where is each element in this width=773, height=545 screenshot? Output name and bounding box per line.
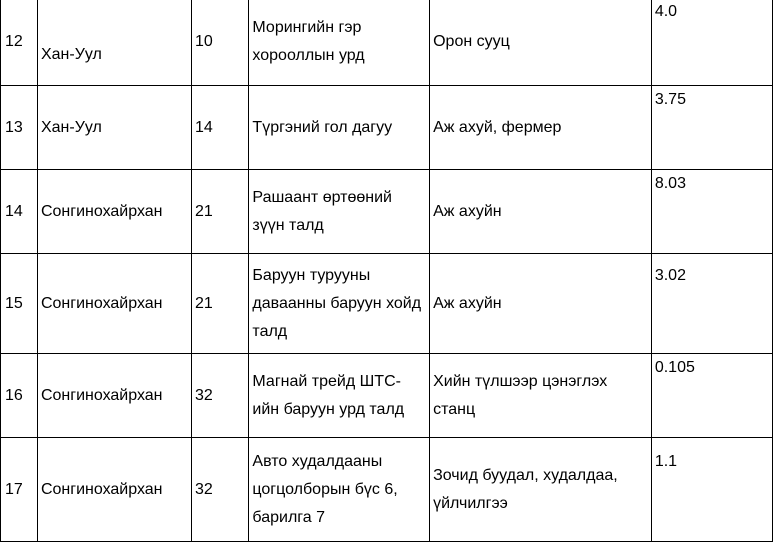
khoroo-cell: 10 xyxy=(191,0,248,86)
table-row xyxy=(1,0,773,86)
location-cell: Баруун турууны даваанны баруун хойд талд xyxy=(249,254,430,354)
khoroo-cell: 32 xyxy=(191,438,248,542)
row-number: 17 xyxy=(1,438,38,542)
khoroo-cell: 21 xyxy=(191,254,248,354)
district-cell: Хан-Уул xyxy=(37,86,191,170)
purpose-cell: Зочид буудал, худалдаа, үйлчилгээ xyxy=(430,438,652,542)
area-value-cell: 3.75 xyxy=(651,86,772,170)
location-cell: Рашаант өртөөний зүүн талд xyxy=(249,170,430,254)
district-cell: Сонгинохайрхан xyxy=(37,354,191,438)
khoroo-cell: 21 xyxy=(191,170,248,254)
purpose-cell: Аж ахуй, фермер xyxy=(430,86,652,170)
area-value-cell: 1.1 xyxy=(651,438,772,542)
khoroo-cell: 14 xyxy=(191,86,248,170)
purpose-cell: Аж ахуйн xyxy=(430,254,652,354)
purpose-cell: Аж ахуйн xyxy=(430,170,652,254)
location-cell: Авто худалдааны цогцолборын бүс 6, барилга 7 xyxy=(249,438,430,542)
area-value-cell: 4.0 xyxy=(651,0,772,86)
row-number: 12 xyxy=(1,0,38,86)
khoroo-cell: 32 xyxy=(191,354,248,438)
table-row xyxy=(1,438,773,542)
row-number: 16 xyxy=(1,354,38,438)
row-number: 14 xyxy=(1,170,38,254)
area-value-cell: 8.03 xyxy=(651,170,772,254)
district-cell: Сонгинохайрхан xyxy=(37,254,191,354)
area-value-cell: 0.105 xyxy=(651,354,772,438)
district-cell: Сонгинохайрхан xyxy=(37,170,191,254)
district-cell: Хан-Уул xyxy=(37,0,191,86)
purpose-cell: Орон сууц xyxy=(430,0,652,86)
purpose-cell: Хийн түлшээр цэнэглэх станц xyxy=(430,354,652,438)
table-row xyxy=(1,86,773,170)
table-row xyxy=(1,354,773,438)
area-value-cell: 3.02 xyxy=(651,254,772,354)
location-cell: Магнай трейд ШТС-ийн баруун урд талд xyxy=(249,354,430,438)
district-cell: Сонгинохайрхан xyxy=(37,438,191,542)
row-number: 15 xyxy=(1,254,38,354)
location-cell: Түргэний гол дагуу xyxy=(249,86,430,170)
row-number: 13 xyxy=(1,86,38,170)
table-row xyxy=(1,170,773,254)
table-row xyxy=(1,254,773,354)
location-cell: Морингийн гэр хорооллын урд xyxy=(249,0,430,86)
